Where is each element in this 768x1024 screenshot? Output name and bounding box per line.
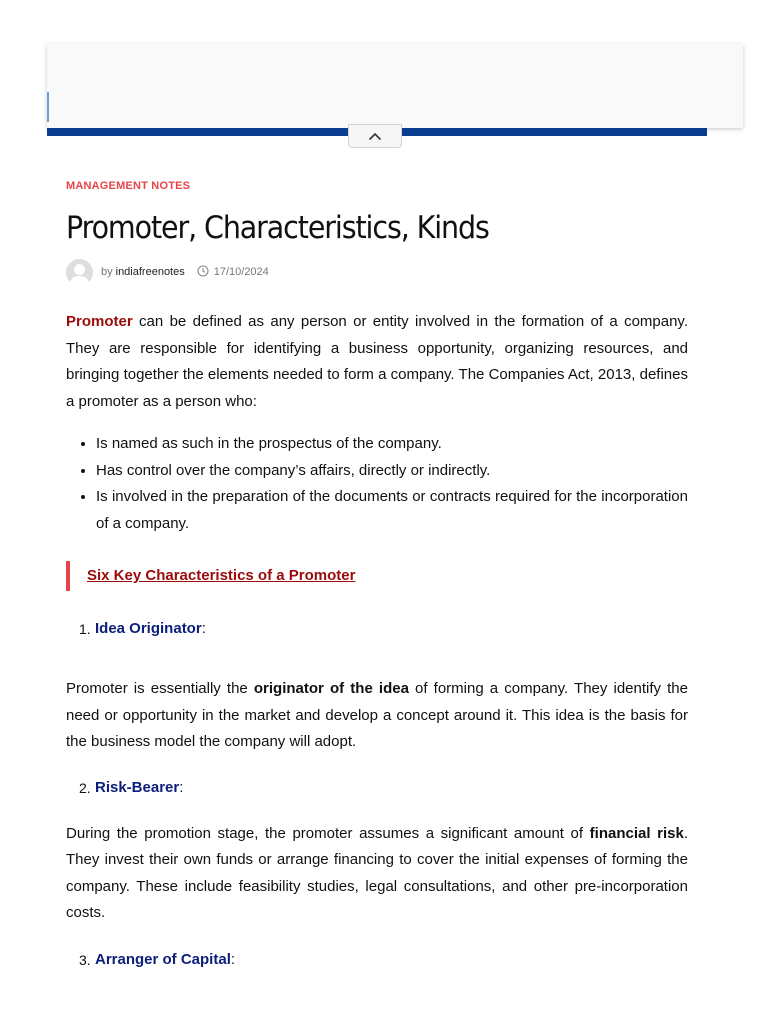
list-item: • Has control over the company’s affairs, directly or indirectly. [96, 458, 688, 485]
lead-term: Promoter [66, 313, 133, 330]
paragraph-text: of forming a company. They identify the need or opportunity in the market and develop a concept around it. This idea is the basis for the business model the company will adopt. [66, 680, 688, 750]
intro-text: can be defined as any person or entity involved in the formation of a company. They are responsible for identifying a business opportunity, organizing resources, and bringing together the elements needed to form a company. The Companies Act, 2013, defines a promoter as a person who: [66, 313, 688, 410]
label-suffix: : [201, 620, 206, 637]
advertisement-area [47, 44, 743, 128]
characteristic-label: Idea Originator [95, 620, 202, 637]
article-content [66, 309, 688, 973]
section-heading [66, 561, 688, 591]
label-suffix: : [179, 778, 184, 796]
characteristic-paragraph-2 [66, 821, 688, 927]
characteristic-heading-2 [79, 775, 688, 801]
list-item: • Is involved in the preparation of the documents or contracts required for the incorporation of a company. [96, 484, 688, 537]
paragraph-text: . They invest their own funds or arrange financing to cover the initial expenses of forming the company. These include feasibility studies, legal consultations, and other pre-incorporation costs. [66, 824, 688, 921]
definition-list [66, 431, 688, 537]
article [66, 176, 688, 973]
paragraph-text: During the promotion stage, the promoter assumes a significant amount of [66, 824, 590, 842]
characteristic-label: Risk-Bearer [95, 778, 180, 796]
author-link[interactable]: indiafreenotes [115, 266, 185, 278]
item-number: 2. [79, 779, 91, 796]
collapse-header-button[interactable] [348, 124, 402, 148]
section-heading-link[interactable]: Six Key Characteristics of a Promoter [87, 567, 356, 584]
characteristic-paragraph-1 [66, 676, 688, 756]
list-item: • Is named as such in the prospectus of the company. [96, 431, 688, 458]
page-title: Promoter, Characteristics, Kinds [66, 210, 489, 246]
item-number: 1. [79, 621, 91, 637]
post-meta [66, 257, 688, 287]
clock-icon [197, 265, 209, 280]
post-date: 17/10/2024 [213, 266, 269, 278]
paragraph-emphasis: financial risk [589, 824, 684, 842]
by-label: by [101, 266, 113, 278]
label-suffix: : [230, 950, 236, 968]
chevron-up-icon [368, 132, 382, 141]
intro-paragraph [66, 309, 688, 415]
characteristic-heading-1 [79, 616, 688, 642]
paragraph-text: Promoter is essentially the [66, 680, 254, 697]
characteristic-label: Arranger of Capital [95, 950, 231, 968]
category-link[interactable]: MANAGEMENT NOTES [66, 180, 191, 192]
ad-frame-edge [47, 92, 49, 122]
avatar[interactable] [66, 259, 93, 286]
characteristic-heading-3 [79, 947, 688, 973]
paragraph-emphasis: originator of the idea [253, 680, 409, 697]
item-number: 3. [79, 951, 91, 968]
